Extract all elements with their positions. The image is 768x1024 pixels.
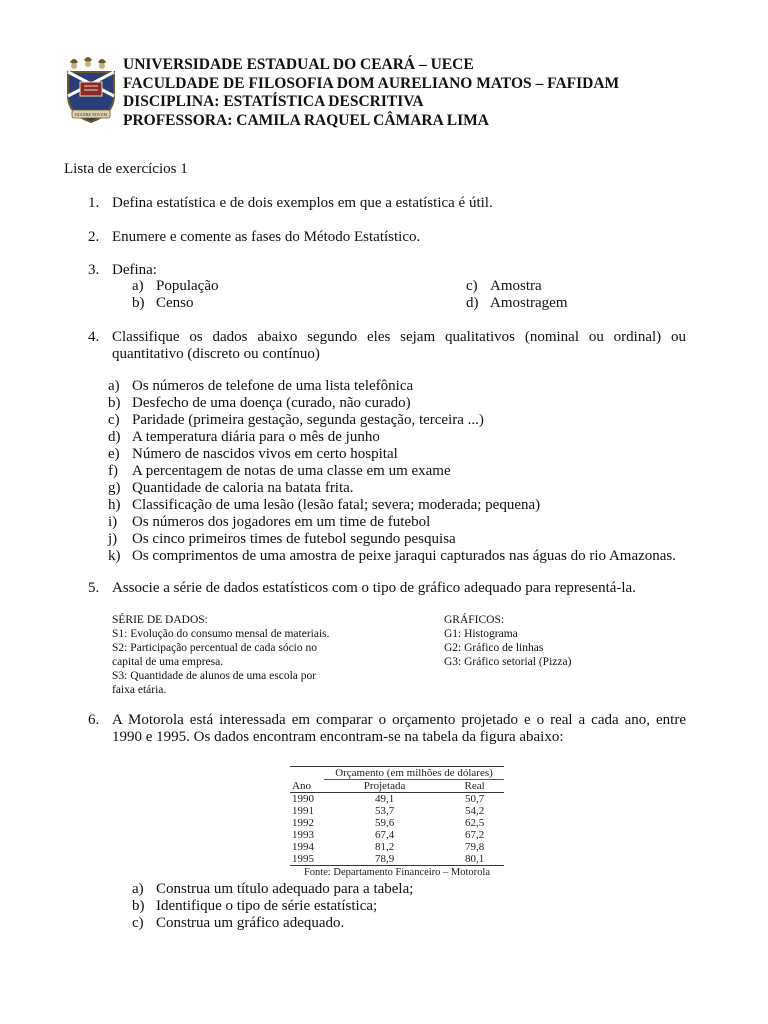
series-line: S2: Participação percentual de cada sócio no <box>112 642 318 654</box>
q6-item <box>132 881 413 898</box>
table-col-year: Ano <box>292 779 311 792</box>
question-1-text: Defina estatística e de dois exemplos em que a estatística é útil. <box>112 195 493 211</box>
table-cell-real: 50,7 <box>464 793 485 805</box>
q4-item-letter: j) <box>108 531 118 547</box>
table-cell-projected: 81,2 <box>374 841 395 853</box>
table-cell-year: 1990 <box>292 793 314 805</box>
question-3 <box>88 262 688 279</box>
q4-item <box>108 497 540 514</box>
q6-item <box>132 898 377 915</box>
question-6-number: 6. <box>88 712 100 728</box>
question-2 <box>88 229 688 246</box>
q6-item-letter: c) <box>132 915 144 931</box>
question-2-number: 2. <box>88 229 100 245</box>
question-1-number: 1. <box>88 195 100 211</box>
table-cell-year: 1993 <box>292 829 314 841</box>
q4-item-letter: b) <box>108 395 121 411</box>
table-row <box>290 817 504 829</box>
question-5-text: Associe a série de dados estatísticos com o tipo de gráfico adequado para representá-la. <box>112 580 636 596</box>
q4-item <box>108 531 456 548</box>
table-cell-real: 67,2 <box>464 829 485 841</box>
q4-item-text: Quantidade de caloria na batata frita. <box>132 480 354 496</box>
q3-option-b: b) Censo <box>132 295 194 311</box>
question-1 <box>88 195 688 212</box>
q4-item <box>108 395 411 412</box>
table-cell-projected: 53,7 <box>374 805 395 817</box>
header-professor: PROFESSORA: CAMILA RAQUEL CÂMARA LIMA <box>123 111 489 129</box>
q6-item-letter: a) <box>132 881 144 897</box>
budget-table <box>290 766 504 879</box>
question-3-text: Defina: <box>112 262 157 278</box>
q6-item <box>132 915 344 932</box>
q4-item-letter: k) <box>108 548 121 564</box>
series-title: SÉRIE DE DADOS: <box>112 614 208 626</box>
q4-item <box>108 446 398 463</box>
q4-item-letter: f) <box>108 463 118 479</box>
crest-motto: DOCERE NOVUM <box>74 112 108 117</box>
q4-item-letter: h) <box>108 497 121 513</box>
graph-line: G2: Gráfico de linhas <box>444 642 544 654</box>
q4-item <box>108 412 484 429</box>
question-2-text: Enumere e comente as fases do Método Estatístico. <box>112 229 421 245</box>
question-5 <box>88 580 688 597</box>
series-line: capital de uma empresa. <box>112 656 224 668</box>
q4-item <box>108 548 676 565</box>
series-line: faixa etária. <box>112 684 167 696</box>
table-cell-projected: 78,9 <box>374 853 395 865</box>
list-title: Lista de exercícios 1 <box>64 161 188 177</box>
question-4 <box>88 329 686 363</box>
series-block <box>112 613 330 697</box>
q4-item-letter: g) <box>108 480 121 496</box>
q6-item-text: Construa um título adequado para a tabela; <box>156 881 414 897</box>
q4-item-text: Desfecho de uma doença (curado, não curado) <box>132 395 411 411</box>
q4-item-text: Paridade (primeira gestação, segunda gestação, terceira ...) <box>132 412 484 428</box>
graphs-title: GRÁFICOS: <box>444 614 505 626</box>
q4-item-text: A percentagem de notas de uma classe em um exame <box>132 463 451 479</box>
question-4-line-1: Classifique os dados abaixo segundo eles sejam qualitativos (nominal ou ordinal) ou <box>112 329 686 345</box>
header-university: UNIVERSIDADE ESTADUAL DO CEARÁ – UECE <box>123 56 474 73</box>
series-line: S1: Evolução do consumo mensal de materiais. <box>112 628 330 640</box>
table-cell-real: 54,2 <box>464 805 485 817</box>
q4-item <box>108 463 451 480</box>
q4-item-text: Os números dos jogadores em um time de futebol <box>132 514 431 530</box>
header <box>123 56 723 130</box>
q4-item-text: A temperatura diária para o mês de junho <box>132 429 380 445</box>
q4-item-text: Os números de telefone de uma lista telefônica <box>132 378 414 394</box>
question-6-line-1: A Motorola está interessada em comparar o orçamento projetado e o real a cada ano, entre <box>112 712 686 728</box>
university-crest-icon <box>64 56 118 124</box>
q4-item-letter: c) <box>108 412 120 428</box>
q4-item <box>108 429 380 446</box>
q4-item-letter: e) <box>108 446 120 462</box>
question-6-line-2: 1990 e 1995. Os dados encontram encontram-se na tabela da figura abaixo: <box>112 729 564 745</box>
table-header-spacer <box>290 767 324 780</box>
series-line: S3: Quantidade de alunos de uma escola por <box>112 670 317 682</box>
table-cell-projected: 67,4 <box>374 829 395 841</box>
header-discipline: DISCIPLINA: ESTATÍSTICA DESCRITIVA <box>123 93 424 110</box>
table-col-real: Real <box>464 780 485 792</box>
table-cell-real: 79,8 <box>464 841 485 853</box>
question-3-number: 3. <box>88 262 100 278</box>
question-5-number: 5. <box>88 580 100 596</box>
q4-item-text: Número de nascidos vivos em certo hospital <box>132 446 398 462</box>
q3-option-c: c) Amostra <box>466 278 542 294</box>
table-row <box>290 841 504 853</box>
question-4-number: 4. <box>88 329 100 345</box>
q4-item <box>108 514 430 531</box>
q4-item-text: Os comprimentos de uma amostra de peixe jaraqui capturados nas águas do rio Amazonas. <box>132 548 677 564</box>
graph-line: G3: Gráfico setorial (Pizza) <box>444 656 572 668</box>
q6-item-letter: b) <box>132 898 145 914</box>
table-cell-projected: 49,1 <box>374 793 395 805</box>
question-4-line-2: quantitativo (discreto ou contínuo) <box>112 346 320 362</box>
q4-item-text: Classificação de uma lesão (lesão fatal; severa; moderada; pequena) <box>132 497 541 513</box>
q4-item <box>108 378 413 395</box>
table-row <box>290 805 504 817</box>
table-cell-year: 1992 <box>292 817 314 829</box>
q4-item-letter: i) <box>108 514 118 530</box>
table-cell-real: 80,1 <box>464 853 485 865</box>
table-cell-year: 1995 <box>292 853 314 865</box>
table-row <box>290 829 504 841</box>
q6-item-text: Construa um gráfico adequado. <box>156 915 345 931</box>
table-cell-year: 1991 <box>292 805 314 817</box>
table-row <box>290 853 504 866</box>
table-col-projected: Projetada <box>363 780 406 792</box>
q3-option-d: d) Amostragem <box>466 295 568 311</box>
table-source: Fonte: Departamento Financeiro – Motorola <box>303 867 491 878</box>
header-faculty: FACULDADE DE FILOSOFIA DOM AURELIANO MATOS – FAFIDAM <box>123 74 620 92</box>
table-cell-real: 62,5 <box>464 817 485 829</box>
graphs-block <box>444 613 571 669</box>
q4-item-text: Os cinco primeiros times de futebol segundo pesquisa <box>132 531 456 547</box>
q3-option-a: a) População <box>132 278 219 294</box>
q4-item-letter: a) <box>108 378 120 394</box>
table-row <box>290 793 504 806</box>
q4-item <box>108 480 354 497</box>
table-cell-projected: 59,6 <box>374 817 395 829</box>
q6-item-text: Identifique o tipo de série estatística; <box>156 898 378 914</box>
graph-line: G1: Histograma <box>444 628 518 640</box>
table-cell-year: 1994 <box>292 841 314 853</box>
table-group-header: Orçamento (em milhões de dólares) <box>324 767 504 780</box>
q4-item-letter: d) <box>108 429 121 445</box>
question-6 <box>88 712 686 746</box>
